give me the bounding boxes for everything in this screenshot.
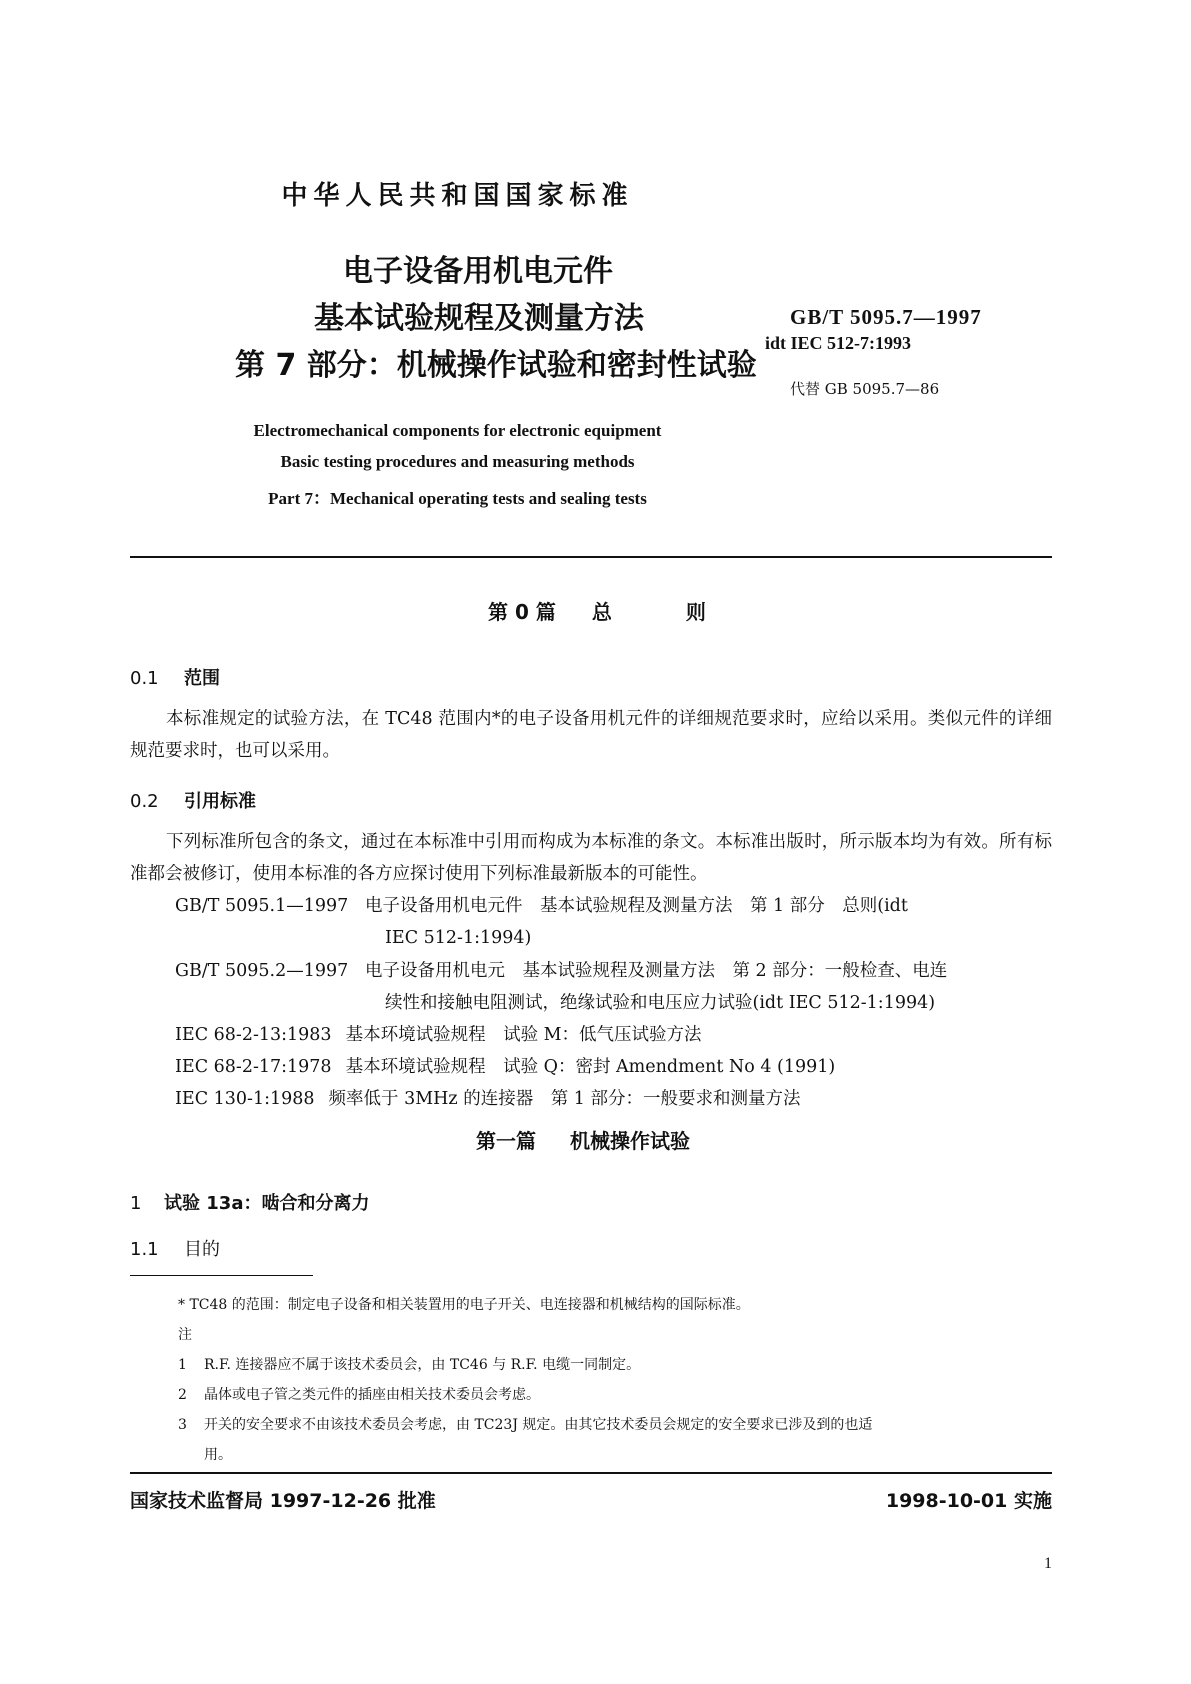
title-en-line-3: Part 7：Mechanical operating tests and sealing tests [268, 489, 647, 508]
section-0-2-text: 下列标准所包含的条文，通过在本标准中引用而构成为本标准的条文。本标准出版时，所示版本均为有效。所有标准都会被修订，使用本标准的各方应探讨使用下列标准最新版本的可能性。 [130, 832, 1052, 884]
footnote-item [178, 1410, 1052, 1440]
reference-text: 电子设备用机电元件 基本试验规程及测量方法 第 1 部分 总则(idt [365, 896, 908, 916]
reference-text: 电子设备用机电元 基本试验规程及测量方法 第 2 部分：一般检查、电连 [365, 961, 948, 981]
part-1-heading [476, 1125, 690, 1154]
reference-item [175, 1019, 1052, 1051]
footnote-text-continued: 用。 [204, 1447, 232, 1463]
reference-code: IEC 130-1:1988 [175, 1089, 315, 1109]
reference-item [175, 890, 1052, 954]
title-en-line-1: Electromechanical components for electronic equipment [253, 421, 662, 440]
section-0-2-heading [130, 787, 256, 813]
footnote-text: 晶体或电子管之类元件的插座由相关技术委员会考虑。 [204, 1387, 540, 1403]
footnote-number: 3 [178, 1417, 187, 1433]
section-title: 试验 13a：啮合和分离力 [164, 1193, 370, 1214]
reference-code: IEC 68-2-17:1978 [175, 1057, 332, 1077]
reference-text: 基本环境试验规程 试验 Q：密封 Amendment No 4 (1991) [345, 1057, 836, 1077]
part-1-title: 机械操作试验 [570, 1129, 690, 1153]
part-1-prefix: 第一篇 [476, 1129, 536, 1153]
page-number: 1 [1044, 1555, 1052, 1572]
title-cn-line-2: 基本试验规程及测量方法 [314, 301, 644, 336]
section-1-1-heading [130, 1235, 220, 1261]
section-title: 引用标准 [184, 791, 256, 812]
footnote-number: 1 [178, 1357, 187, 1373]
reference-item [175, 955, 1052, 1019]
section-0-1-text: 本标准规定的试验方法，在 TC48 范围内*的电子设备用机元件的详细规范要求时，应给以采用。类似元件的详细规范要求时，也可以采用。 [130, 709, 1052, 761]
section-title: 目的 [184, 1239, 220, 1260]
standard-idt: idt IEC 512-7:1993 [765, 333, 912, 353]
reference-text-continued: 续性和接触电阻测试，绝缘试验和电压应力试验(idt IEC 512-1:1994) [385, 993, 936, 1013]
section-number: 1.1 [130, 1239, 159, 1260]
reference-code: GB/T 5095.2—1997 [175, 961, 349, 981]
reference-text-continued: IEC 512-1:1994) [385, 928, 532, 948]
footnote-item [178, 1380, 1052, 1410]
footnote-number: 2 [178, 1387, 187, 1403]
standard-replaces: 代替 GB 5095.7—86 [790, 380, 940, 398]
reference-text: 频率低于 3MHz 的连接器 第 1 部分：一般要求和测量方法 [328, 1089, 801, 1109]
approval-line: 国家技术监督局 1997-12-26 批准 [130, 1490, 436, 1512]
part-0-heading [488, 596, 706, 625]
title-cn-line-1: 电子设备用机电元件 [343, 254, 613, 289]
footnote-text: R.F. 连接器应不属于该技术委员会，由 TC46 与 R.F. 电缆一同制定。 [204, 1357, 641, 1373]
bottom-divider [130, 1472, 1052, 1474]
reference-code: IEC 68-2-13:1983 [175, 1025, 332, 1045]
section-number: 0.2 [130, 791, 159, 812]
section-number: 0.1 [130, 668, 159, 689]
part-0-prefix: 第 0 篇 [488, 600, 556, 624]
footnote-divider [130, 1275, 313, 1276]
footnote-text: 开关的安全要求不由该技术委员会考虑，由 TC23J 规定。由其它技术委员会规定的安全要求已涉及到的也适 [204, 1417, 873, 1433]
section-number: 1 [130, 1193, 142, 1214]
title-en-line-2: Basic testing procedures and measuring methods [280, 452, 635, 471]
part-0-word-2: 则 [685, 600, 706, 624]
footnote-note-label: 注 [178, 1327, 192, 1343]
national-standard-heading: 中华人民共和国国家标准 [281, 181, 634, 211]
part-0-word-1: 总 [591, 600, 612, 624]
reference-text: 基本环境试验规程 试验 M：低气压试验方法 [345, 1025, 702, 1045]
section-0-1-heading [130, 664, 220, 690]
footnote-item [178, 1350, 1052, 1380]
footnote-star: * TC48 的范围：制定电子设备和相关装置用的电子开关、电连接器和机械结构的国际标准。 [178, 1297, 750, 1313]
reference-item [175, 1051, 1052, 1083]
title-cn-line-3: 第 7 部分：机械操作试验和密封性试验 [235, 348, 757, 383]
reference-code: GB/T 5095.1—1997 [175, 896, 349, 916]
implementation-date: 1998-10-01 实施 [885, 1490, 1052, 1512]
reference-item [175, 1083, 1052, 1115]
top-divider [130, 556, 1052, 558]
standard-number: GB/T 5095.7—1997 [790, 305, 982, 329]
section-1-heading [130, 1189, 369, 1215]
section-title: 范围 [184, 668, 220, 689]
